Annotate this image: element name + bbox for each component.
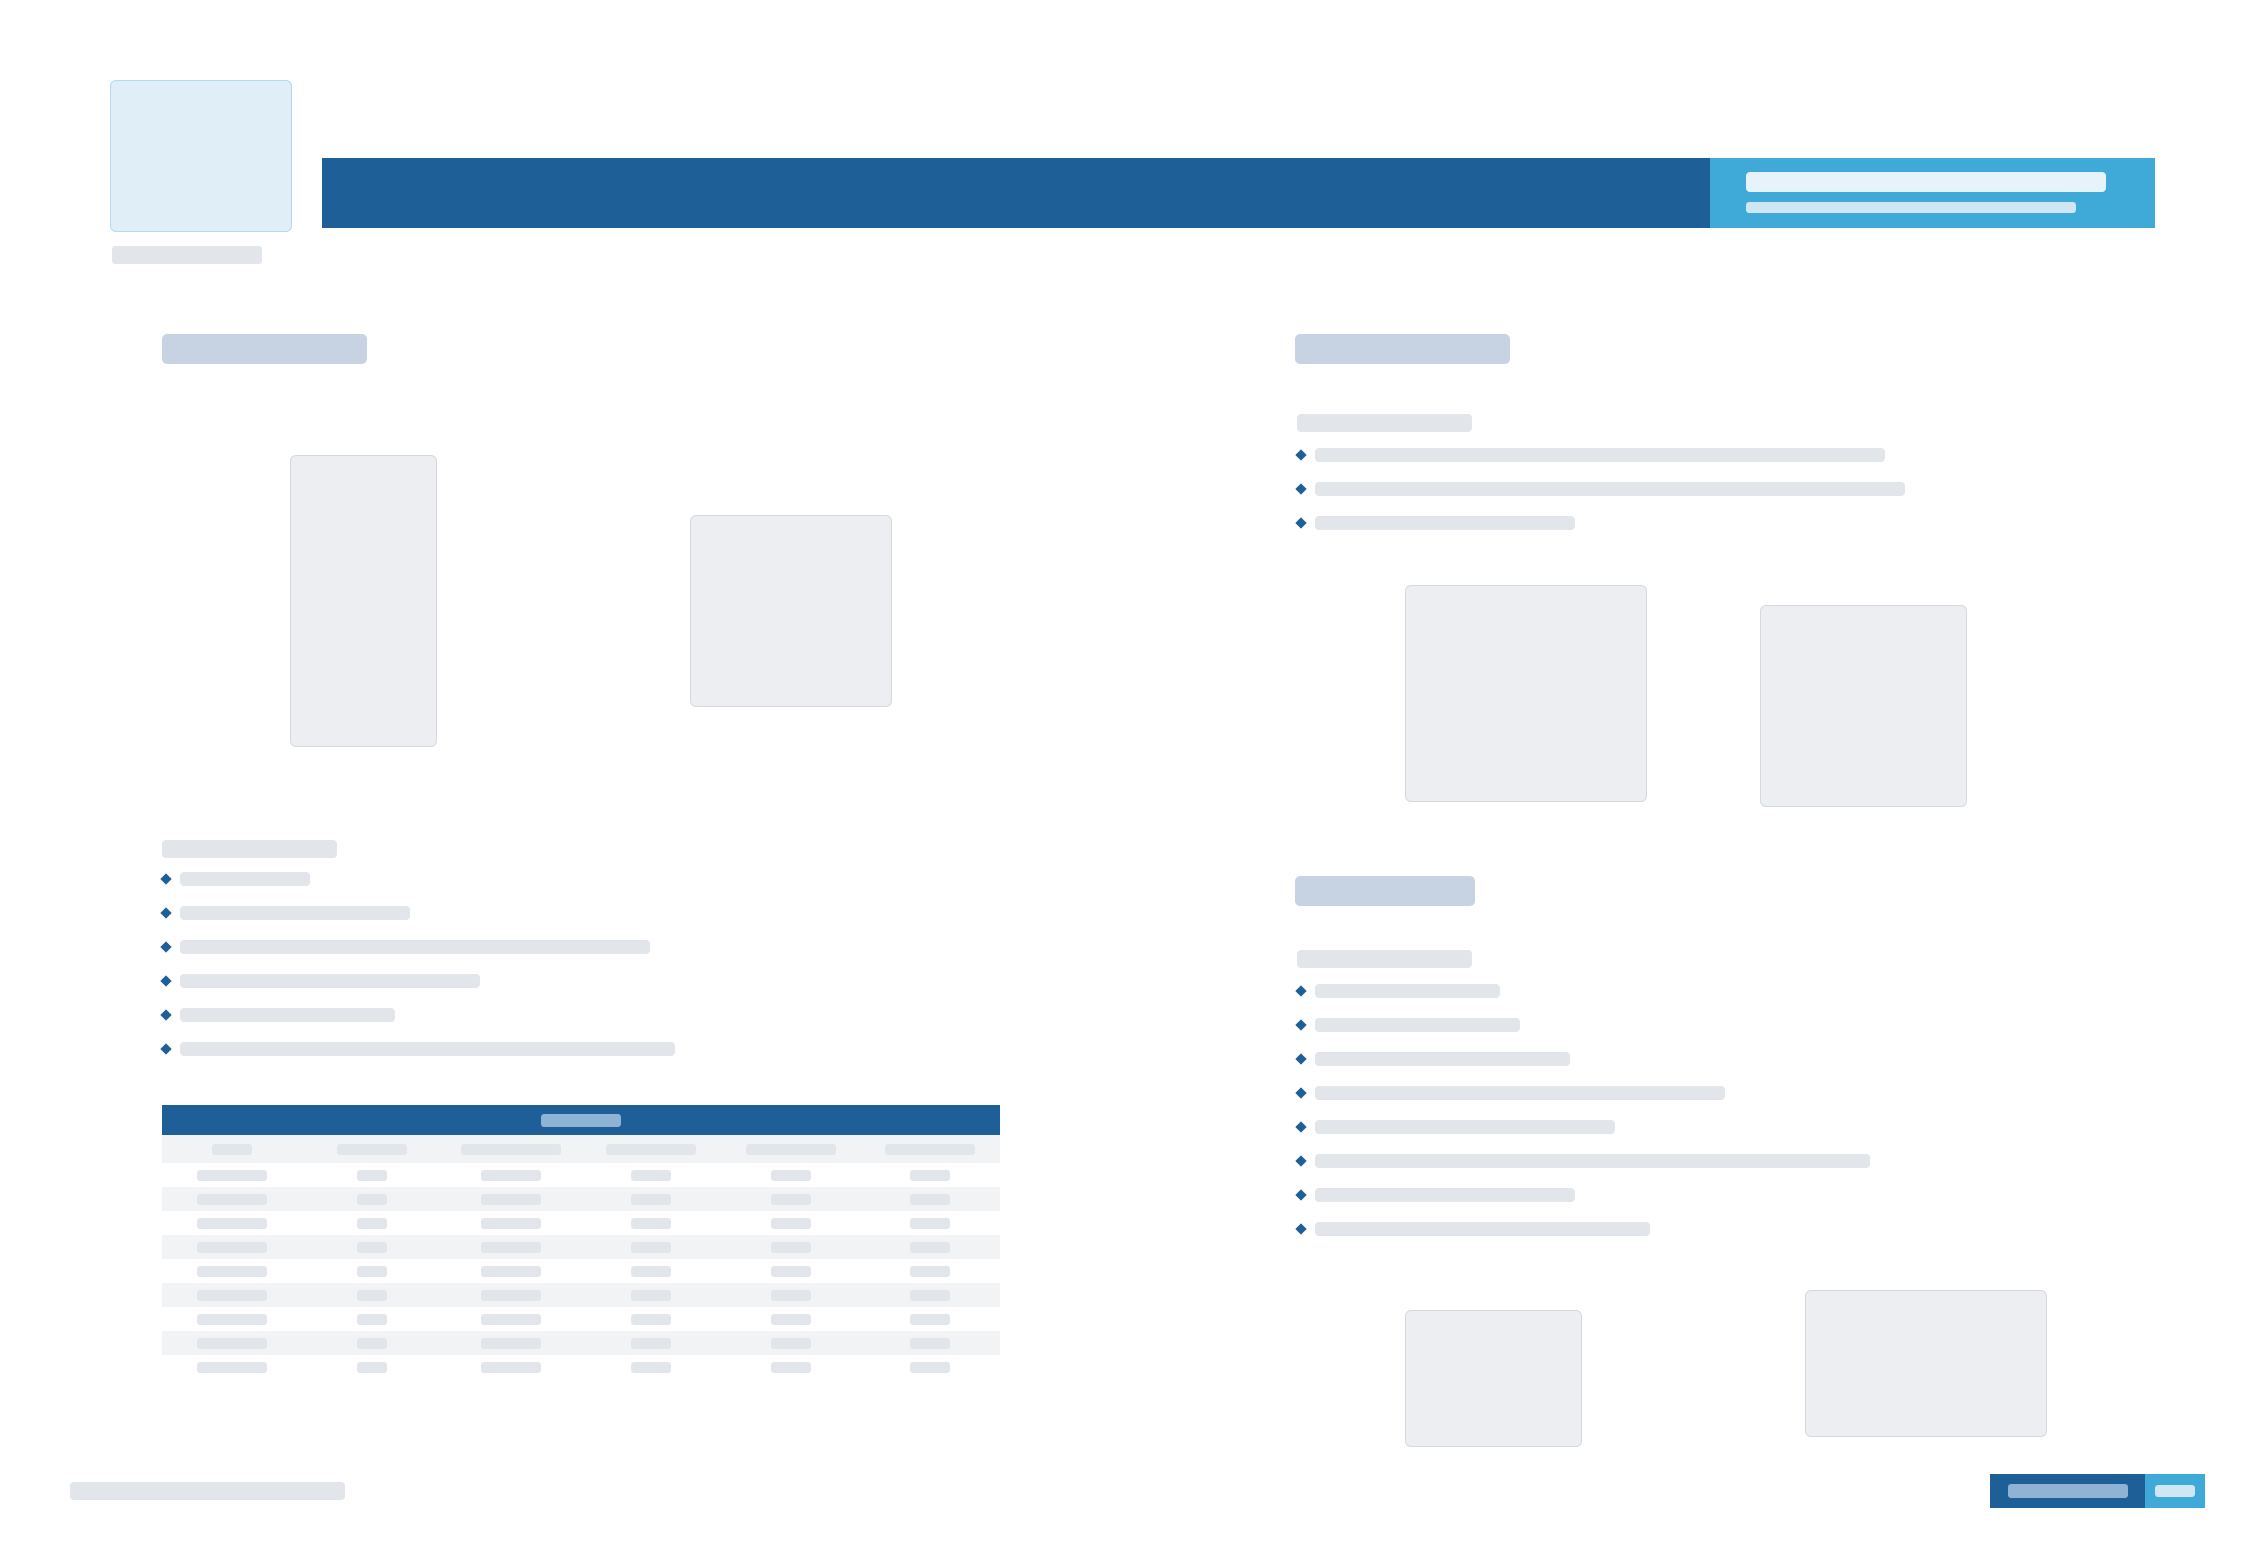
table-cell-placeholder	[631, 1170, 671, 1181]
table-cell-placeholder	[910, 1362, 950, 1373]
section1-bullet-list	[162, 872, 762, 1076]
section3-title-placeholder	[1295, 876, 1475, 906]
table-cell-placeholder	[771, 1218, 811, 1229]
table-cell-placeholder	[481, 1338, 541, 1349]
bullet-icon	[1295, 1223, 1306, 1234]
section1-title-placeholder	[162, 334, 367, 364]
bullet-icon	[1295, 1087, 1306, 1098]
table-cell-placeholder	[481, 1362, 541, 1373]
table-cell-placeholder	[197, 1266, 267, 1277]
table-cell-placeholder	[631, 1266, 671, 1277]
bullet-placeholder	[1315, 1188, 1575, 1202]
table-header-placeholder	[746, 1144, 836, 1155]
bullet-row	[1297, 482, 2017, 496]
bullet-row	[1297, 984, 2017, 998]
table-row	[162, 1259, 1000, 1283]
footer-slogan-placeholder	[70, 1482, 345, 1500]
bullet-icon	[1295, 1189, 1306, 1200]
table-cell-placeholder	[357, 1170, 387, 1181]
logo-mark	[110, 80, 292, 232]
table-cell-placeholder	[910, 1314, 950, 1325]
table-header-placeholder	[461, 1144, 561, 1155]
bullet-placeholder	[1315, 482, 1905, 496]
section2-installation-drawing	[1760, 605, 1967, 807]
table-row	[162, 1331, 1000, 1355]
bullet-placeholder	[1315, 1086, 1725, 1100]
bullet-placeholder	[180, 1042, 675, 1056]
table-cell-placeholder	[910, 1266, 950, 1277]
footer-brand-placeholder	[2008, 1484, 2128, 1498]
table-cell-placeholder	[771, 1170, 811, 1181]
bullet-placeholder	[1315, 448, 1885, 462]
table-cell-placeholder	[197, 1338, 267, 1349]
bullet-icon	[1295, 985, 1306, 996]
table-cell-placeholder	[197, 1314, 267, 1325]
table-row	[162, 1187, 1000, 1211]
bullet-placeholder	[180, 940, 650, 954]
table-row	[162, 1211, 1000, 1235]
bullet-row	[1297, 516, 2017, 530]
table-cell-placeholder	[910, 1290, 950, 1301]
table-cell-placeholder	[481, 1194, 541, 1205]
bullet-icon	[160, 975, 171, 986]
table-cell-placeholder	[771, 1194, 811, 1205]
table-row	[162, 1163, 1000, 1187]
table-cell-placeholder	[631, 1338, 671, 1349]
table-cell-placeholder	[197, 1362, 267, 1373]
table-cell-placeholder	[197, 1290, 267, 1301]
bullet-row	[162, 872, 762, 886]
company-name-placeholder	[1746, 172, 2106, 192]
table-header-placeholder	[606, 1144, 696, 1155]
table-header-placeholder	[212, 1144, 252, 1155]
table-cell-placeholder	[357, 1314, 387, 1325]
table-cell-placeholder	[481, 1170, 541, 1181]
table-cell-placeholder	[771, 1242, 811, 1253]
footer-page-box	[2145, 1474, 2205, 1508]
table-cell-placeholder	[357, 1290, 387, 1301]
table-cell-placeholder	[481, 1290, 541, 1301]
table-cell-placeholder	[631, 1218, 671, 1229]
table-cell-placeholder	[357, 1194, 387, 1205]
table-row	[162, 1355, 1000, 1379]
table-cell-placeholder	[197, 1242, 267, 1253]
section1-product-photo	[290, 455, 437, 747]
table-cell-placeholder	[631, 1314, 671, 1325]
bullet-placeholder	[1315, 1222, 1650, 1236]
section1-subheading-placeholder	[162, 840, 337, 858]
section3-installation-drawing	[1805, 1290, 2047, 1437]
bullet-placeholder	[1315, 1052, 1570, 1066]
table-header-placeholder	[885, 1144, 975, 1155]
bullet-placeholder	[180, 1008, 395, 1022]
section2-bullet-list	[1297, 448, 2017, 550]
bullet-row	[162, 1042, 762, 1056]
table-title-placeholder	[541, 1114, 621, 1127]
bullet-icon	[1295, 1053, 1306, 1064]
table-row	[162, 1283, 1000, 1307]
table-cell-placeholder	[771, 1338, 811, 1349]
section3-bullet-list	[1297, 984, 2017, 1256]
bullet-row	[1297, 1154, 2017, 1168]
section1-technical-drawing	[690, 515, 892, 707]
bullet-row	[1297, 1188, 2017, 1202]
table-cell-placeholder	[481, 1242, 541, 1253]
table-cell-placeholder	[910, 1338, 950, 1349]
bullet-icon	[1295, 1155, 1306, 1166]
header-company-box	[1710, 158, 2155, 228]
table-cell-placeholder	[197, 1170, 267, 1181]
footer-brand-box	[1990, 1474, 2145, 1508]
table-row	[162, 1235, 1000, 1259]
bullet-row	[1297, 1018, 2017, 1032]
footer-page-number-placeholder	[2155, 1485, 2195, 1497]
bullet-row	[162, 940, 762, 954]
bullet-icon	[160, 1009, 171, 1020]
table-cell-placeholder	[357, 1266, 387, 1277]
table-cell-placeholder	[631, 1242, 671, 1253]
bullet-icon	[1295, 1121, 1306, 1132]
bullet-icon	[160, 1043, 171, 1054]
table-cell-placeholder	[197, 1218, 267, 1229]
section2-title-placeholder	[1295, 334, 1510, 364]
section3-subheading-placeholder	[1297, 950, 1472, 968]
table-header-row	[162, 1135, 1000, 1163]
logo-caption-placeholder	[112, 246, 262, 264]
table-cell-placeholder	[771, 1266, 811, 1277]
table-row	[162, 1307, 1000, 1331]
header-band	[322, 158, 1710, 228]
table-cell-placeholder	[631, 1194, 671, 1205]
bullet-icon	[1295, 483, 1306, 494]
table-cell-placeholder	[357, 1338, 387, 1349]
table-cell-placeholder	[481, 1218, 541, 1229]
table-cell-placeholder	[910, 1242, 950, 1253]
bullet-row	[1297, 1086, 2017, 1100]
bullet-icon	[160, 873, 171, 884]
bullet-placeholder	[1315, 1120, 1615, 1134]
param-table	[162, 1105, 1000, 1379]
table-cell-placeholder	[631, 1290, 671, 1301]
table-title-bar	[162, 1105, 1000, 1135]
bullet-icon	[1295, 517, 1306, 528]
table-header-placeholder	[337, 1144, 407, 1155]
bullet-row	[1297, 1052, 2017, 1066]
bullet-placeholder	[1315, 984, 1500, 998]
section2-product-photo	[1405, 585, 1647, 802]
bullet-placeholder	[180, 906, 410, 920]
table-cell-placeholder	[357, 1362, 387, 1373]
bullet-row	[1297, 1120, 2017, 1134]
table-cell-placeholder	[771, 1314, 811, 1325]
section3-product-photo	[1405, 1310, 1582, 1447]
bullet-icon	[160, 907, 171, 918]
table-cell-placeholder	[910, 1194, 950, 1205]
bullet-icon	[1295, 1019, 1306, 1030]
bullet-placeholder	[180, 872, 310, 886]
table-cell-placeholder	[197, 1194, 267, 1205]
bullet-row	[1297, 1222, 2017, 1236]
bullet-row	[162, 906, 762, 920]
bullet-row	[162, 1008, 762, 1022]
table-cell-placeholder	[910, 1170, 950, 1181]
bullet-icon	[160, 941, 171, 952]
table-cell-placeholder	[481, 1314, 541, 1325]
bullet-placeholder	[1315, 516, 1575, 530]
bullet-placeholder	[1315, 1018, 1520, 1032]
table-cell-placeholder	[771, 1362, 811, 1373]
bullet-row	[1297, 448, 2017, 462]
table-cell-placeholder	[910, 1218, 950, 1229]
footer-page-badge	[1990, 1474, 2205, 1508]
company-name-en-placeholder	[1746, 202, 2076, 213]
section2-subheading-placeholder	[1297, 414, 1472, 432]
bullet-placeholder	[1315, 1154, 1870, 1168]
table-cell-placeholder	[481, 1266, 541, 1277]
table-cell-placeholder	[771, 1290, 811, 1301]
table-cell-placeholder	[357, 1242, 387, 1253]
table-cell-placeholder	[631, 1362, 671, 1373]
bullet-row	[162, 974, 762, 988]
bullet-icon	[1295, 449, 1306, 460]
table-cell-placeholder	[357, 1218, 387, 1229]
bullet-placeholder	[180, 974, 480, 988]
